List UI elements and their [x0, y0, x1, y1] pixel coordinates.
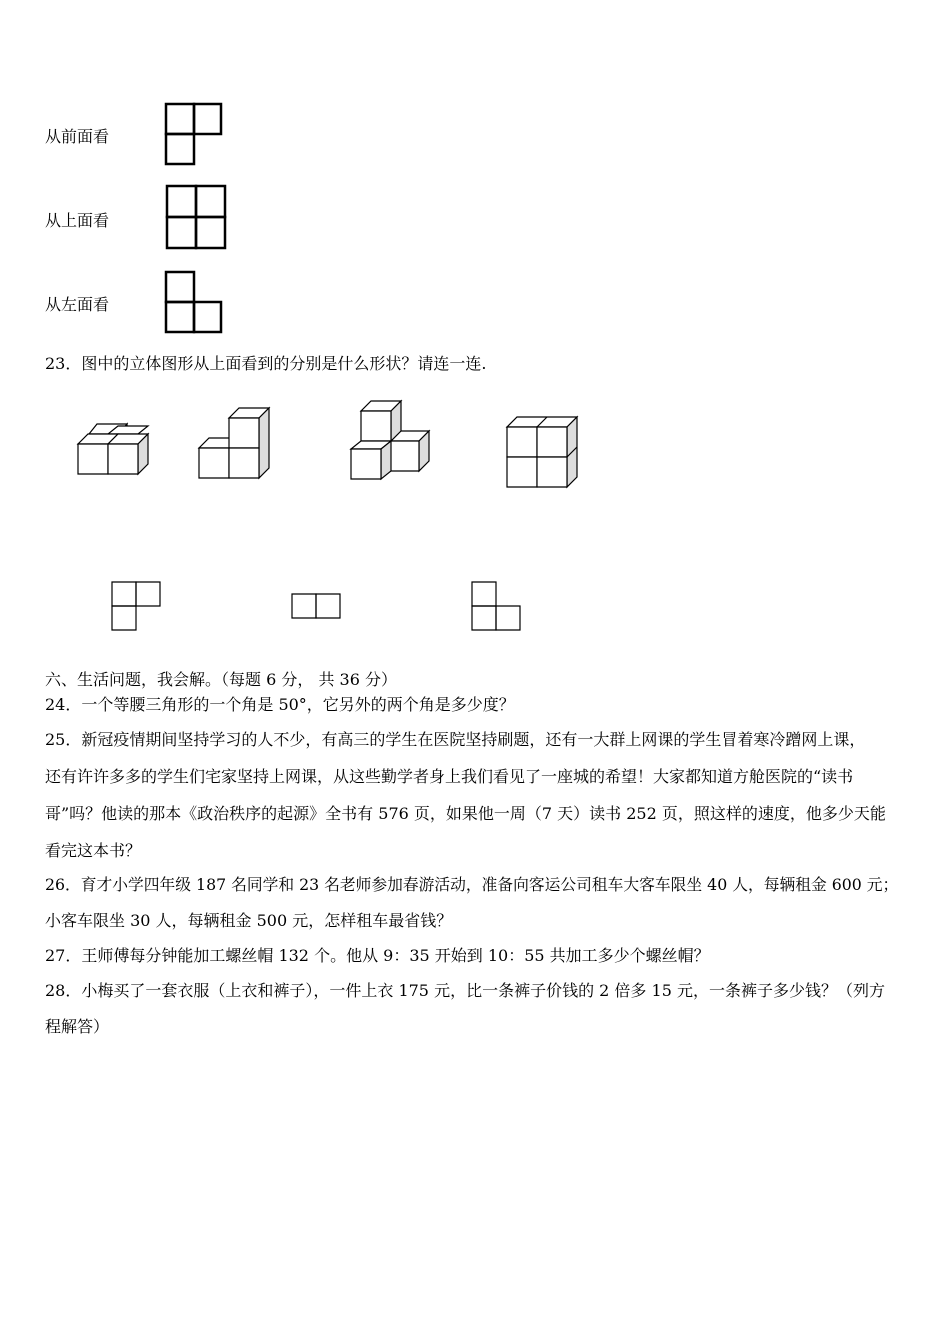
- question-24-text: 24．一个等腰三角形的一个角是 50°，它另外的两个角是多少度？: [45, 695, 515, 714]
- question-26-line-1: 26．育才小学四年级 187 名同学和 23 名老师参加春游活动，准备向客运公司租车大客车限坐 40 人，每辆租金 600 元；: [45, 875, 899, 894]
- answer-shape-b: [291, 593, 343, 621]
- left-view-label: 从左面看: [45, 295, 110, 314]
- question-27-text: 27．王师傅每分钟能加工螺丝帽 132 个。他从 9：35 开始到 10：55 共加工多少个螺丝帽？: [45, 946, 710, 965]
- section-6-heading: 六、生活问题，我会解。（每题 6 分， 共 36 分）: [45, 670, 397, 689]
- solid-figure-4: [504, 414, 580, 490]
- answer-shape-a: [111, 580, 163, 632]
- question-26-line-2: 小客车限坐 30 人，每辆租金 500 元，怎样租车最省钱？: [45, 911, 453, 930]
- solid-figure-2: [196, 405, 274, 481]
- question-23-text: 23．图中的立体图形从上面看到的分别是什么形状？请连一连.: [45, 354, 487, 373]
- question-25-line-1: 25．新冠疫情期间坚持学习的人不少，有高三的学生在医院坚持刷题，还有一大群上网课的学生冒着寒冷蹭网上课，: [45, 730, 866, 749]
- question-25-line-4: 看完这本书？: [45, 841, 142, 860]
- top-view-label: 从上面看: [45, 211, 110, 230]
- question-25-line-3: 哥”吗？他读的那本《政治秩序的起源》全书有 576 页，如果他一周（7 天）读书 252 页，照这样的速度，他多少天能: [45, 804, 886, 823]
- left-view-figure: [164, 270, 224, 334]
- solid-figure-1: [75, 420, 153, 478]
- solid-figure-3: [349, 399, 433, 483]
- top-view-figure: [165, 184, 227, 250]
- front-view-figure: [164, 102, 224, 166]
- front-view-label: 从前面看: [45, 127, 110, 146]
- question-28-line-1: 28．小梅买了一套衣服（上衣和裤子），一件上衣 175 元，比一条裤子价钱的 2 倍多 15 元，一条裤子多少钱？（列方: [45, 981, 885, 1000]
- answer-shape-c: [471, 580, 523, 632]
- question-25-line-2: 还有许许多多的学生们宅家坚持上网课，从这些勤学者身上我们看见了一座城的希望！大家都知道方舱医院的“读书: [45, 767, 854, 786]
- question-28-line-2: 程解答）: [45, 1017, 110, 1036]
